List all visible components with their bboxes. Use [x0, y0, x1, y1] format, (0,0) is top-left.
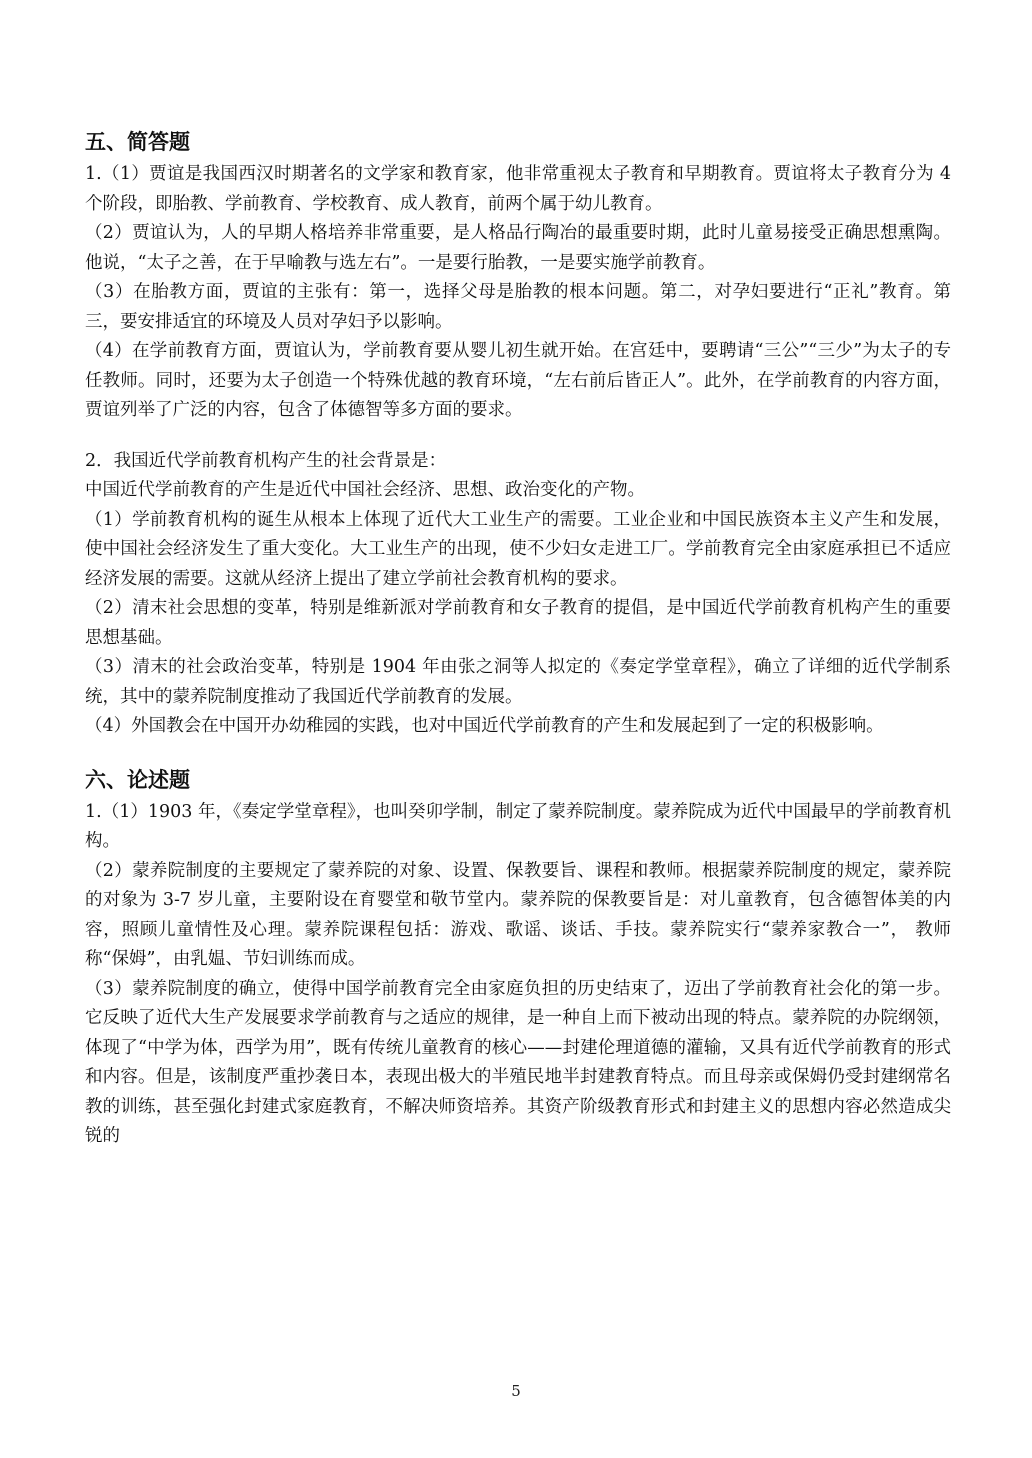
spacer	[85, 426, 951, 447]
paragraph: （3）在胎教方面，贾谊的主张有：第一，选择父母是胎教的根本问题。第二，对孕妇要进行“正礼”教育。第三，要安排适宜的环境及人员对孕妇予以影响。	[85, 282, 951, 332]
paragraph: （2）蒙养院制度的主要规定了蒙养院的对象、设置、保教要旨、课程和教师。根据蒙养院制度的规定，蒙养院的对象为 3-7 岁儿童，主要附设在育婴堂和敬节堂内。蒙养院的保教要旨是：对儿童教育，包含德智体美的内容，照顾儿童情性及心理。蒙养院课程包括：游戏、歌谣、谈话、手技。蒙养院实行“蒙养家教合一”， 教师称“保姆”，由乳媪、节妇训练而成。	[85, 860, 951, 969]
paragraph: 中国近代学前教育的产生是近代中国社会经济、思想、政治变化的产物。	[85, 480, 645, 500]
paragraph: 2．我国近代学前教育机构产生的社会背景是：	[85, 450, 447, 471]
paragraph: （3）蒙养院制度的确立，使得中国学前教育完全由家庭负担的历史结束了，迈出了学前教育社会化的第一步。它反映了近代大生产发展要求学前教育与之适应的规律，是一种自上而下被动出现的特点。蒙养院的办院纲领，体现了“中学为体，西学为用”，既有传统儿童教育的核心——封建伦理道德的灌输，又具有近代学前教育的形式和内容。但是，该制度严重抄袭日本，表现出极大的半殖民地半封建教育特点。而且母亲或保姆仍受封建纲常名教的训练，甚至强化封建式家庭教育，不解决师资培养。其资产阶级教育形式和封建主义的思想内容必然造成尖锐的	[85, 978, 951, 1146]
page-number: 5	[511, 1382, 521, 1400]
section-heading-short-answer: 五、简答题	[85, 129, 190, 154]
paragraph: （3）清末的社会政治变革，特别是 1904 年由张之洞等人拟定的《奏定学堂章程》，确立了详细的近代学制系统，其中的蒙养院制度推动了我国近代学前教育的发展。	[85, 657, 951, 707]
document-page	[85, 126, 951, 1152]
paragraph: 1.（1）1903 年，《奏定学堂章程》，也叫癸卯学制，制定了蒙养院制度。蒙养院成为近代中国最早的学前教育机构。	[85, 801, 951, 851]
spacer	[85, 742, 951, 764]
paragraph: （2）贾谊认为，人的早期人格培养非常重要，是人格品行陶冶的最重要时期，此时儿童易接受正确思想熏陶。他说，“太子之善，在于早喻教与选左右”。一是要行胎教，一是要实施学前教育。	[85, 223, 951, 273]
paragraph: 1.（1）贾谊是我国西汉时期著名的文学家和教育家，他非常重视太子教育和早期教育。贾谊将太子教育分为 4 个阶段，即胎教、学前教育、学校教育、成人教育，前两个属于幼儿教育。	[85, 164, 951, 214]
paragraph: （4）在学前教育方面，贾谊认为，学前教育要从婴儿初生就开始。在宫廷中，要聘请“三公”“三少”为太子的专任教师。同时，还要为太子创造一个特殊优越的教育环境，“左右前后皆正人”。此外，在学前教育的内容方面，贾谊列举了广泛的内容，包含了体德智等多方面的要求。	[85, 341, 951, 420]
paragraph: （4）外国教会在中国开办幼稚园的实践，也对中国近代学前教育的产生和发展起到了一定的积极影响。	[85, 716, 884, 736]
paragraph: （1）学前教育机构的诞生从根本上体现了近代大工业生产的需要。工业企业和中国民族资本主义产生和发展，使中国社会经济发生了重大变化。大工业生产的出现，使不少妇女走进工厂。学前教育完全由家庭承担已不适应经济发展的需要。这就从经济上提出了建立学前社会教育机构的要求。	[85, 509, 951, 589]
paragraph: （2）清末社会思想的变革，特别是维新派对学前教育和女子教育的提倡，是中国近代学前教育机构产生的重要思想基础。	[85, 598, 951, 648]
section-heading-essay: 六、论述题	[85, 766, 190, 792]
